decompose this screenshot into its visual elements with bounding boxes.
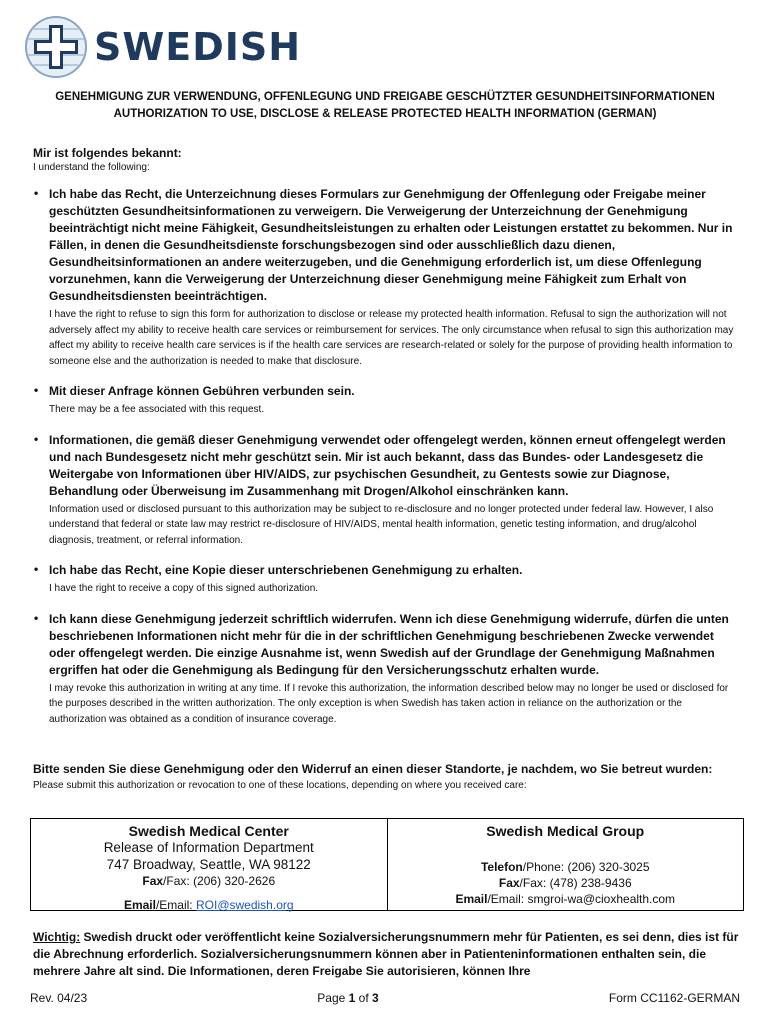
bullet-text-english: Information used or disclosed pursuant to this authorization may be subject to re-disclosure and no longer protected under federal law. However, I also understand that federal or state law may restrict re-disclosure of HIV/AIDS, mental health information, genetic testing information, and drug/alcohol diagnosis, treatment, or referral information. xyxy=(49,503,714,546)
bullet-item-revoke xyxy=(33,611,740,728)
email-label-english: /Email: xyxy=(155,898,196,912)
intro-german: Mir ist folgendes bekannt: xyxy=(33,146,182,160)
location-medical-group xyxy=(387,819,744,910)
cross-globe-icon xyxy=(24,15,88,79)
bullet-dot: • xyxy=(34,562,39,576)
bullet-text-german: Ich habe das Recht, eine Kopie dieser unterschriebenen Genehmigung zu erhalten. xyxy=(49,563,523,577)
bullet-dot: • xyxy=(34,610,39,625)
important-label: Wichtig: xyxy=(33,930,81,944)
fax-label-english: /Fax: xyxy=(163,874,194,888)
location-email xyxy=(31,897,387,913)
phone-label-english: /Phone: xyxy=(522,860,568,874)
bullet-dot: • xyxy=(34,186,39,200)
bullet-text-german: Mit dieser Anfrage können Gebühren verbunden sein. xyxy=(49,384,355,398)
bullet-text-english: There may be a fee associated with this request. xyxy=(49,404,265,415)
form-id: Form CC1162-GERMAN xyxy=(608,991,740,1005)
bullet-text-english: I may revoke this authorization in writing at any time. If I revoke this authorization, the information described below may no longer be used or disclosed for the purposes described in the written authorization. The only exception is when Swedish has taken action in reliance on the authorization or the authorization was obtained as a condition of insurance coverage. xyxy=(49,682,729,725)
bullet-item-fee xyxy=(33,383,740,418)
submit-text-german: Bitte senden Sie diese Genehmigung oder den Widerruf an einen dieser Standorte, je nachdem, wo Sie betreut wurden: xyxy=(33,762,713,776)
fax-label-english: /Fax: xyxy=(519,876,550,890)
important-text: Swedish druckt oder veröffentlicht keine Sozialversicherungsnummern mehr für Patienten, es sei denn, dies ist für die Abrechnung erforderlich. Sozialversicherungsnummern können aber in Patienteninformationen enthalten sein, die mehrere Jahre alt sind. Die Informationen, deren Freigabe Sie autorisieren, können Ihre xyxy=(33,930,739,978)
location-fax xyxy=(31,873,387,889)
intro-english: I understand the following: xyxy=(33,162,150,173)
location-medical-center xyxy=(31,819,387,910)
email-address: smgroi-wa@cioxhealth.com xyxy=(527,892,676,906)
bullet-dot: • xyxy=(34,431,39,446)
location-fax xyxy=(388,875,744,891)
fax-label-german: Fax xyxy=(498,876,520,890)
bullet-text-english: I have the right to receive a copy of this signed authorization. xyxy=(49,583,319,594)
email-label-german: Email xyxy=(123,898,156,912)
locations-table xyxy=(30,818,744,911)
bullet-text-german: Ich kann diese Genehmigung jederzeit schriftlich widerrufen. Wenn ich diese Genehmigung widerrufe, dürfen die unten beschriebenen Informationen nicht mehr für die in der schriftlichen Genehmigung beschriebenen Zwecke verwendet oder offengelegt werden. Die einzige Ausnahme ist, wenn Swedish auf der Grundlage der Genehmigung Maßnahmen ergriffen hat oder die Genehmigung als Bedingung für den Versicherungsschutz erhalten wurde. xyxy=(49,611,729,677)
phone-number: (206) 320-3025 xyxy=(567,860,650,874)
logo-text: SWEDISH xyxy=(94,25,302,69)
email-link[interactable]: ROI@swedish.org xyxy=(195,898,294,912)
bullet-item-refuse xyxy=(33,186,740,369)
page-prefix: Page xyxy=(317,991,349,1005)
bullet-dot: • xyxy=(34,383,39,397)
location-address: 747 Broadway, Seattle, WA 98122 xyxy=(106,857,311,872)
submit-text-english: Please submit this authorization or revocation to one of these locations, depending on where you received care: xyxy=(33,780,527,791)
document-title xyxy=(20,89,750,123)
phone-label-german: Telefon xyxy=(480,860,523,874)
location-email xyxy=(388,891,744,907)
revision-date: Rev. 04/23 xyxy=(30,991,88,1005)
location-phone xyxy=(388,859,744,875)
fax-number: (478) 238-9436 xyxy=(549,876,632,890)
bullet-text-english: I have the right to refuse to sign this form for authorization to disclose or release my protected health information. Refusal to sign the authorization will not adversely affect my ability to receive health care services or reimbursement for services. The only circumstance when refusal to sign this authorization may affect my ability to receive health care services is if the health care services are research-related or solely for the purpose of providing health information to someone else and the authorization is needed to make that disclosure. xyxy=(49,309,734,367)
location-name: Swedish Medical Center xyxy=(128,823,289,839)
bullet-text-german: Informationen, die gemäß dieser Genehmigung verwendet oder offengelegt werden, können erneut offengelegt werden und nach Bundesgesetz nicht mehr geschützt sein. Mir ist auch bekannt, dass das Bundes- oder Landesgesetz die Weitergabe von Informationen über HIV/AIDS, zur psychischen Gesundheit, zu Gentests sowie zur Diagnose, Behandlung oder Überweisung im Zusammenhang mit Drogen/Alkohol einschränken kann. xyxy=(49,432,726,498)
page-total: 3 xyxy=(372,991,379,1005)
bullet-text-german: Ich habe das Recht, die Unterzeichnung dieses Formulars zur Genehmigung der Offenlegung oder Freigabe meiner geschützten Gesundheitsinformationen zu verweigern. Die Verweigerung der Unterzeichnung der Genehmigung beeinträchtigt nicht meine Fähigkeit, Gesundheitsleistungen zu erhalten oder Leistungen erstattet zu bekommen. Nur in Fällen, in denen die Gesundheitsdienste forschungsbezogen sind oder ausschließlich dazu dienen, Gesundheitsinformationen an andere weiterzugeben, und die Genehmigung erforderlich ist, um diese Offenlegung vorzunehmen, kann die Verweigerung der Unterzeichnung dieser Genehmigung meine Fähigkeit zum Erhalt von Gesundheitsdiensten beeinträchtigen. xyxy=(49,187,733,303)
page-current: 1 xyxy=(348,991,356,1005)
location-name: Swedish Medical Group xyxy=(486,823,645,839)
fax-number: (206) 320-2626 xyxy=(193,874,276,888)
important-note xyxy=(33,929,740,980)
page-separator: of xyxy=(355,991,373,1005)
bullet-list xyxy=(33,186,740,741)
swedish-logo xyxy=(24,14,301,80)
location-department: Release of Information Department xyxy=(103,840,314,855)
email-label-english: /Email: xyxy=(487,892,528,906)
submit-instructions xyxy=(33,762,740,794)
title-english: AUTHORIZATION TO USE, DISCLOSE & RELEASE PROTECTED HEALTH INFORMATION (GERMAN) xyxy=(113,108,657,120)
title-german: GENEHMIGUNG ZUR VERWENDUNG, OFFENLEGUNG UND FREIGABE GESCHÜTZTER GESUNDHEITSINFORMATIONEN xyxy=(55,91,715,103)
fax-label-german: Fax xyxy=(142,874,164,888)
email-label-german: Email xyxy=(455,892,488,906)
page-number xyxy=(317,991,378,1005)
bullet-item-copy xyxy=(33,562,740,597)
bullet-item-redisclosure xyxy=(33,432,740,549)
page-footer xyxy=(30,991,740,1005)
